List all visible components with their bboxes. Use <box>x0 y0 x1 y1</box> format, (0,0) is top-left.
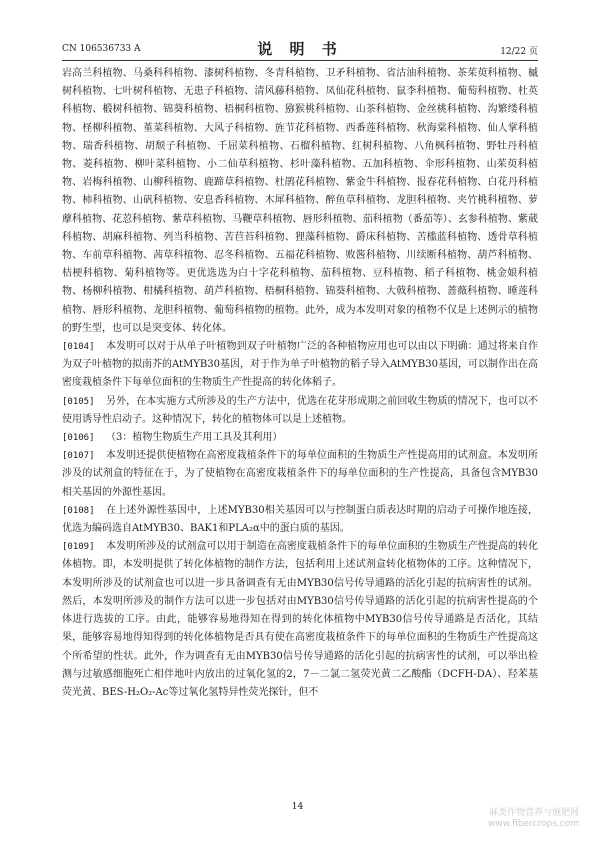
paragraph-0107 <box>62 447 538 502</box>
paragraph-text: 本发明所涉及的试剂盒可以用于制造在高密度栽植条件下的每单位面积的生物质生产性提高的转化体植物。即，本发明提供了转化体植物的制作方法，包括利用上述试剂盒转化植物体的工序。这种情况下，本发明所涉及的试剂盒也可以进一步具备调查有无由MYB30信号传导通路的活化引起的抗病害性的试剂。然后，本发明所涉及的制作方法可以进一步包括对由MYB30信号传导通路的活化引起的抗病害性提高的个体进行选拔的工序。由此，能够容易地得知在得到的转化体植物中MYB30信号传导通路是否活化，其结果，能够容易地得知得到的转化体植物是否具有使在高密度栽植条件下的每单位面积的生物质生产性提高这个所希望的性状。此外，作为调查有无由MYB30信号传导通路的活化引起的抗病害性的试剂，可以举出检测与过敏感细胞死亡相伴地叶内放出的过氧化氢的2，7－二氯二氢荧光黄二乙酸酯（DCFH-DA）、羟苯基荧光黄、BES-H₂O₂-Ac等过氧化氢特异性荧光探针，但不 <box>62 541 538 698</box>
paragraph-text: 本发明可以对于从单子叶植物到双子叶植物广泛的各种植物应用也可以由以下明确：通过将来自作为双子叶植物的拟南芥的AtMYB30基因，对于作为单子叶植物的稻子导入AtMYB30基因，可以制作出在高密度栽植条件下每单位面积的生物质生产性提高的转化体稻子。 <box>62 341 538 389</box>
page-number: 14 <box>291 802 304 812</box>
paragraph-0106 <box>62 429 538 447</box>
page-of: 12/22 页 <box>500 47 538 57</box>
page-header <box>62 38 538 58</box>
paragraph-text: 另外，在本实施方式所涉及的生产方法中，优选在花芽形成期之前回收生物质的情况下，也可以不使用诱导性启动子。这种情况下，转化的植物体可以是上述植物。 <box>62 395 538 425</box>
section-heading: （3：植物生物质生产用工具及其利用） <box>106 432 283 444</box>
watermark <box>488 808 579 830</box>
paragraph-number: [0108] <box>62 505 95 516</box>
paragraph-number: [0107] <box>62 451 95 462</box>
continuation-paragraph: 岩高兰科植物、马桑科科植物、漆树科植物、冬青科植物、卫矛科植物、省沽油科植物、茶茱萸科植物、槭树科植物、七叶树科植物、无患子科植物、清风藤科植物、凤仙花科植物、鼠李科植物、葡萄科植物、杜英科植物、椴树科植物、锦葵科植物、梧桐科植物、猕猴桃科植物、山茶科植物、金丝桃科植物、沟繁缕科植物、柽柳科植物、堇菜科植物、大风子科植物、旌节花科植物、西番莲科植物、秋海棠科植物、仙人掌科植物、瑞香科植物、胡颓子科植物、千屈菜科植物、石榴科植物、红树科植物、八角枫科植物、野牡丹科植物、菱科植物、柳叶菜科植物、小二仙草科植物、杉叶藻科植物、五加科植物、伞形科植物、山茱萸科植物、岩梅科植物、山柳科植物、鹿蹄草科植物、杜鹃花科植物、紫金牛科植物、报春花科植物、白花丹科植物、柿科植物、山矾科植物、安息香科植物、木犀科植物、醉鱼草科植物、龙胆科植物、夹竹桃科植物、萝藦科植物、花荵科植物、紫草科植物、马鞭草科植物、唇形科植物、茄科植物（番茄等）、玄参科植物、紫葳科植物、胡麻科植物、列当科植物、苦苣苔科植物、狸藻科植物、爵床科植物、苦槛蓝科植物、透骨草科植物、车前草科植物、茜草科植物、忍冬科植物、五福花科植物、败酱科植物、川续断科植物、葫芦科植物、桔梗科植物、菊科植物等。更优选选为白十字花科植物、茄科植物、豆科植物、稻子科植物、桃金娘科植物、杨柳科植物、柑橘科植物、葫芦科植物、梧桐科植物、锦葵科植物、大戟科植物、蔷薇科植物、睡莲科植物、唇形科植物、龙胆科植物、葡萄科植物的植物。此外，成为本发明对象的植物不仅是上述例示的植物的野生型，也可以是突变体、转化体。 <box>62 68 538 334</box>
paragraph-text: 在上述外源性基因中，上述MYB30相关基因可以与控制蛋白质表达时期的启动子可操作地连接，优选为编码选自AtMYB30、BAK1和PLA₂α中的蛋白质的基因。 <box>62 504 538 535</box>
paragraph-number: [0104] <box>62 342 95 353</box>
paragraph-0108 <box>62 502 538 538</box>
patent-number: CN 106536733 A <box>62 44 141 54</box>
paragraph-0109 <box>62 538 538 702</box>
paragraph-0105 <box>62 393 538 429</box>
paragraph-number: [0109] <box>62 542 95 553</box>
watermark-url: www.fibercrops.com <box>488 819 579 829</box>
header-rule <box>62 60 538 61</box>
document-body <box>62 65 538 702</box>
paragraph-number: [0106] <box>62 433 95 444</box>
paragraph-0104 <box>62 338 538 393</box>
paragraph-number: [0105] <box>62 396 95 407</box>
section-title: 说 明 书 <box>257 40 343 58</box>
watermark-title: 麻类作物营养与施肥网 <box>488 808 579 818</box>
paragraph-text: 本发明还提供使植物在高密度栽植条件下的每单位面积的生物质生产性提高用的试剂盒。本发明所涉及的试剂盒的特征在于，为了使植物在高密度栽植条件下的每单位面积的生产性提高，具备包含MYB30相关基因的外源性基因。 <box>62 450 538 498</box>
